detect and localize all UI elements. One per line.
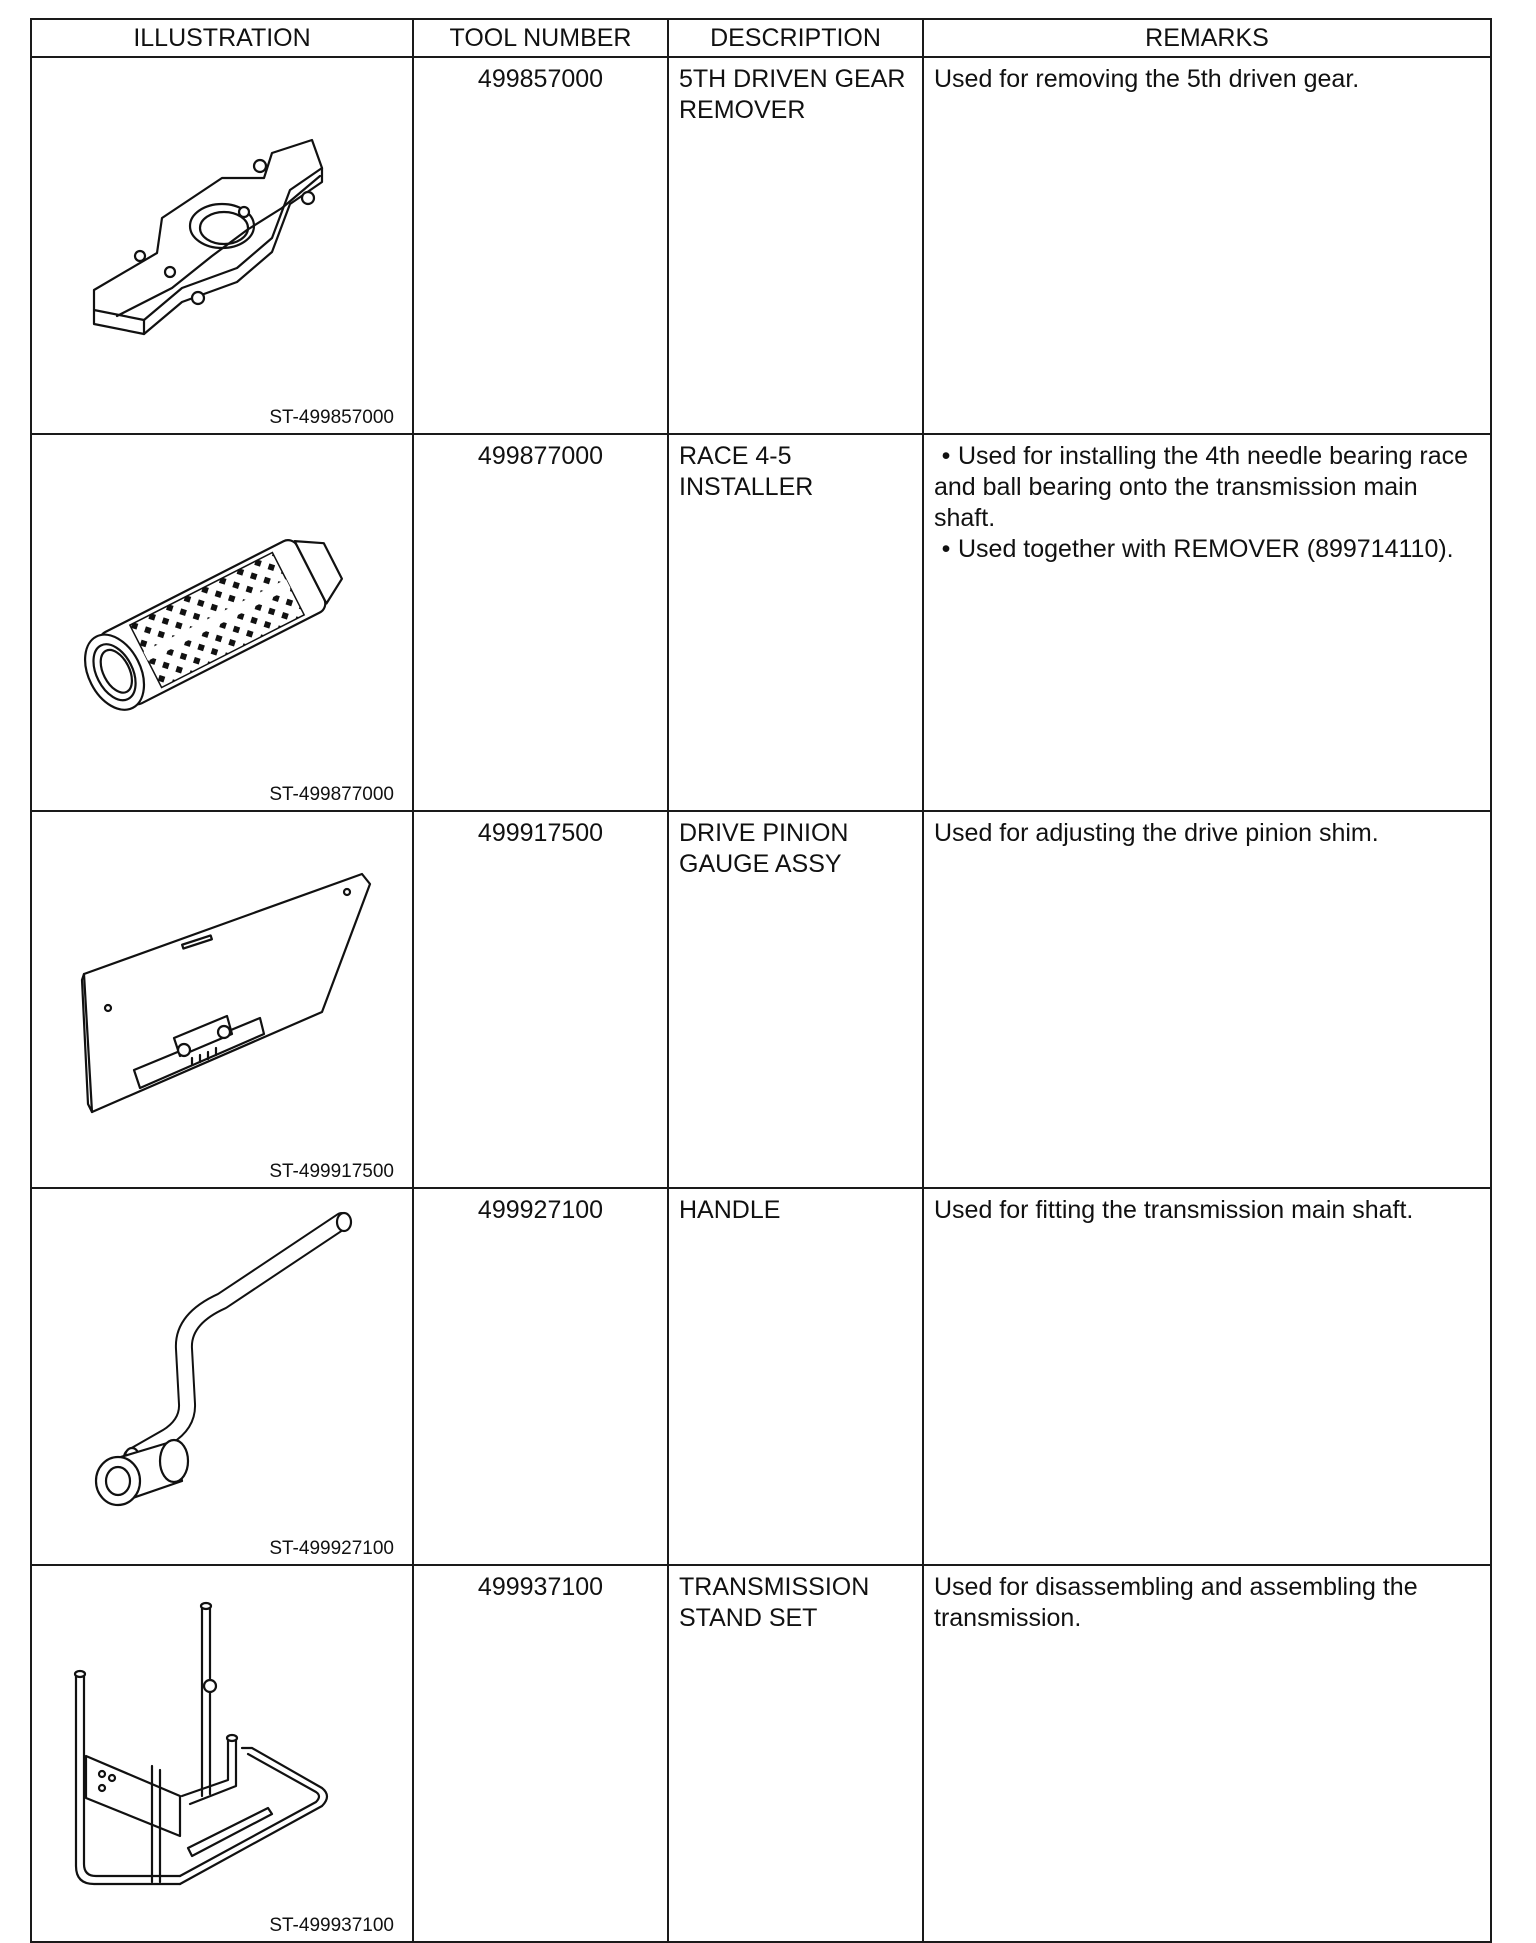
tool-remarks [923, 57, 1491, 434]
table-row [31, 1565, 1491, 1942]
tool-description: DRIVE PINION GAUGE ASSY [668, 811, 923, 1188]
tool-number: 499927100 [413, 1188, 668, 1565]
header-description: DESCRIPTION [668, 19, 923, 57]
header-tool-number: TOOL NUMBER [413, 19, 668, 57]
table-header-row [31, 19, 1491, 57]
tool-description: RACE 4-5 INSTALLER [668, 434, 923, 811]
remark-text: Used for removing the 5th driven gear. [934, 65, 1360, 93]
illustration-cell [31, 1188, 413, 1565]
remark-item: • Used for installing the 4th needle bearing race and ball bearing onto the transmission main shaft. [934, 442, 1469, 532]
illustration-cell [31, 1565, 413, 1942]
header-remarks: REMARKS [923, 19, 1491, 57]
remark-text: Used for adjusting the drive pinion shim. [934, 819, 1379, 847]
tool-description: HANDLE [668, 1188, 923, 1565]
gear-remover-icon [32, 58, 414, 426]
remark-text: Used for installing the 4th needle bearing race and ball bearing onto the transmission main shaft. [934, 442, 1469, 532]
table-row [31, 57, 1491, 434]
handle-icon [32, 1189, 414, 1557]
remark-text: Used together with REMOVER (899714110). [958, 535, 1454, 563]
tool-number: 499937100 [413, 1565, 668, 1942]
remark-text: Used for disassembling and assembling the transmission. [934, 1573, 1418, 1632]
tool-number: 499917500 [413, 811, 668, 1188]
tool-remarks [923, 434, 1491, 811]
special-tools-page [30, 18, 1490, 1936]
knurled-installer-icon [32, 435, 414, 803]
table-row [31, 1188, 1491, 1565]
illustration-code: ST-499917500 [269, 1161, 394, 1182]
illustration-code: ST-499927100 [269, 1538, 394, 1559]
illustration-code: ST-499857000 [269, 407, 394, 428]
illustration-cell [31, 811, 413, 1188]
remark-list [934, 441, 1480, 565]
tool-remarks [923, 1188, 1491, 1565]
tool-description: 5TH DRIVEN GEAR REMOVER [668, 57, 923, 434]
tool-remarks [923, 811, 1491, 1188]
table-row [31, 811, 1491, 1188]
tool-number: 499857000 [413, 57, 668, 434]
illustration-cell [31, 57, 413, 434]
illustration-code: ST-499937100 [269, 1915, 394, 1936]
table-row [31, 434, 1491, 811]
transmission-stand-icon [32, 1566, 414, 1934]
remark-item: • Used together with REMOVER (899714110). [941, 535, 1454, 563]
tool-number: 499877000 [413, 434, 668, 811]
illustration-cell [31, 434, 413, 811]
illustration-code: ST-499877000 [269, 784, 394, 805]
remark-text: Used for fitting the transmission main shaft. [934, 1196, 1414, 1224]
tool-description: TRANSMISSION STAND SET [668, 1565, 923, 1942]
special-tools-table [30, 18, 1492, 1943]
tool-remarks [923, 1565, 1491, 1942]
header-illustration: ILLUSTRATION [31, 19, 413, 57]
pinion-gauge-icon [32, 812, 414, 1180]
